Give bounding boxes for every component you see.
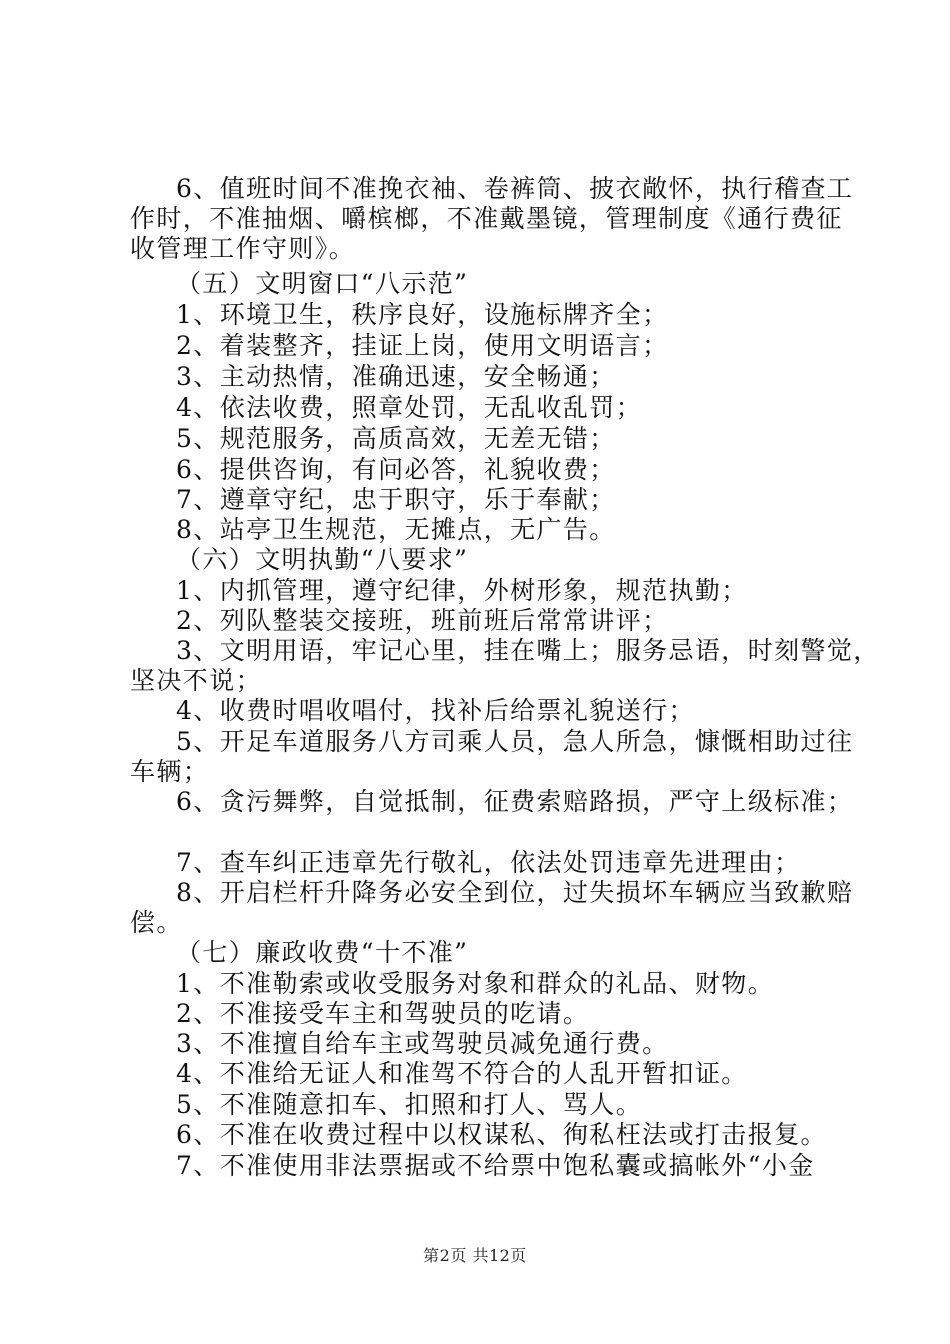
text-line: 7、查车纠正违章先行敬礼，依法处罚违章先进理由； — [176, 848, 801, 877]
text-line: 7、不准使用非法票据或不给票中饱私囊或搞帐外“小金 — [176, 1151, 815, 1180]
page-footer: 第2页 共12页 — [423, 1246, 527, 1265]
text-line: 2、着装整齐，挂证上岗，使用文明语言； — [176, 331, 669, 360]
text-line: 6、不准在收费过程中以权谋私、徇私枉法或打击报复。 — [176, 1120, 827, 1149]
section-heading: （七）廉政收费“十不准” — [176, 938, 469, 967]
text-line: 3、主动热情，准确迅速，安全畅通； — [176, 362, 616, 391]
text-line: 车辆； — [130, 757, 210, 786]
text-line: 8、站亭卫生规范，无摊点，无广告。 — [176, 515, 616, 544]
text-line: 1、不准勒索或收受服务对象和群众的礼品、财物。 — [176, 969, 775, 998]
text-line: 6、贪污舞弊，自觉抵制，征费索赔路损，严守上级标准； — [176, 787, 854, 816]
section-heading: （六）文明执勤“八要求” — [176, 545, 469, 574]
text-line: 7、遵章守纪，忠于职守，乐于奉献； — [176, 485, 616, 514]
text-line: 4、不准给无证人和准驾不符合的人乱开暂扣证。 — [176, 1059, 748, 1088]
text-line: 2、不准接受车主和驾驶员的吃请。 — [176, 999, 590, 1028]
text-line: 6、值班时间不准挽衣袖、卷裤筒、披衣敞怀，执行稽查工 — [176, 174, 854, 203]
text-line: 收管理工作守则》。 — [130, 234, 356, 263]
text-line: 1、环境卫生，秩序良好，设施标牌齐全； — [176, 300, 669, 329]
text-line: 3、不准擅自给车主或驾驶员减免通行费。 — [176, 1029, 669, 1058]
text-line: 6、提供咨询，有问必答，礼貌收费； — [176, 455, 616, 484]
text-line: 5、开足车道服务八方司乘人员，急人所急，慷慨相助过往 — [176, 727, 854, 756]
section-heading: （五）文明窗口“八示范” — [176, 269, 469, 298]
text-line: 坚决不说； — [130, 666, 263, 695]
text-line: 2、列队整装交接班，班前班后常常讲评； — [176, 606, 669, 635]
text-line: 8、开启栏杆升降务必安全到位，过失损坏车辆应当致歉赔 — [176, 878, 854, 907]
text-line: 4、依法收费，照章处罚，无乱收乱罚； — [176, 393, 643, 422]
text-line: 5、规范服务，高质高效，无差无错； — [176, 424, 616, 453]
text-line: 4、收费时唱收唱付，找补后给票礼貌送行； — [176, 696, 695, 725]
text-line: 作时，不准抽烟、嚼槟榔，不准戴墨镜，管理制度《通行费征 — [130, 204, 843, 233]
text-line: 偿。 — [130, 908, 183, 937]
text-line: 3、文明用语，牢记心里，挂在嘴上；服务忌语，时刻警觉， — [176, 636, 880, 665]
text-line: 1、内抓管理，遵守纪律，外树形象，规范执勤； — [176, 576, 748, 605]
text-line: 5、不准随意扣车、扣照和打人、骂人。 — [176, 1090, 643, 1119]
